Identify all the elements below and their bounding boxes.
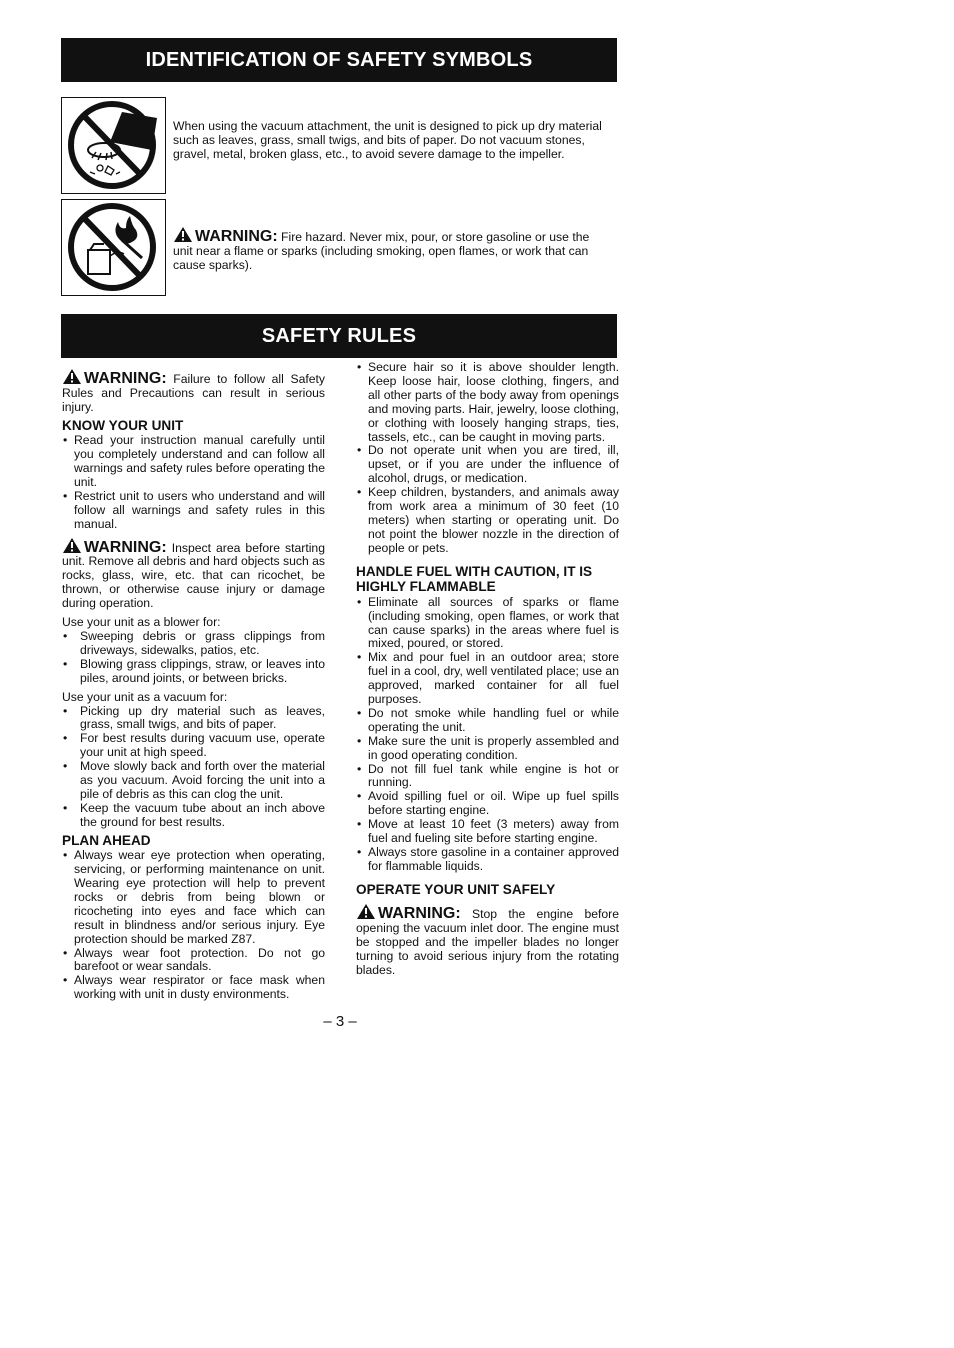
plan-ahead-list: [62, 849, 325, 1002]
section-banner-safety-symbols: [61, 38, 617, 82]
vacuum-use-list: [62, 705, 325, 830]
section-banner-safety-rules: [61, 314, 617, 358]
heading-plan-ahead: PLAN AHEAD: [62, 832, 151, 848]
section-title-safety-symbols: IDENTIFICATION OF SAFETY SYMBOLS: [145, 48, 533, 71]
no-hard-objects-vacuum-icon: [61, 97, 166, 194]
warning-label: WARNING:: [195, 228, 278, 245]
list-item: • Do not smoke while handling fuel or while operating the unit.: [356, 707, 619, 735]
list-item: • Do not operate unit when you are tired, ill, upset, or if you are under the influence of alcohol, drugs, or medication.: [356, 444, 619, 486]
right-column: [356, 361, 619, 978]
heading-handle-fuel: HANDLE FUEL WITH CAUTION, IT IS HIGHLY FLAMMABLE: [356, 563, 593, 595]
warning-text: Failure to follow all Safety Rules and Precautions can result in serious injury.: [62, 372, 325, 414]
vacuum-use-description: When using the vacuum attachment, the unit is designed to pick up dry material such as leaves, grass, small twigs, and bits of paper. Do not vacuum stones, gravel, metal, broken glass, etc., to avoid severe damage to the impeller.: [173, 119, 602, 161]
stop-engine-warning: [356, 903, 619, 978]
inspect-area-warning: [62, 537, 325, 612]
list-item: • Restrict unit to users who understand and will follow all warnings and safety rules in this manual.: [62, 490, 325, 532]
heading-operate-safely: OPERATE YOUR UNIT SAFELY: [356, 881, 556, 897]
fire-hazard-warning: [173, 226, 603, 272]
list-item: • Eliminate all sources of sparks or flame (including smoking, open flames, or work that can cause sparks) in the areas where fuel is mixed, poured, or stored.: [356, 596, 619, 652]
list-item: • For best results during vacuum use, operate your unit at high speed.: [62, 732, 325, 760]
warning-triangle-icon: [173, 226, 193, 243]
warning-label: WARNING:: [84, 370, 167, 387]
list-item: • Keep the vacuum tube about an inch above the ground for best results.: [62, 802, 325, 830]
heading-know-your-unit: KNOW YOUR UNIT: [62, 417, 184, 433]
warning-text: Stop the engine before opening the vacuum inlet door. The engine must be stopped and the impeller blades no longer turning to avoid serious injury from the rotating blades.: [356, 907, 619, 977]
no-flame-fire-hazard-icon: [61, 199, 166, 296]
blower-use-list: [62, 630, 325, 686]
list-item: • Sweeping debris or grass clippings from driveways, sidewalks, patios, etc.: [62, 630, 325, 658]
list-item: • Always wear foot protection. Do not go barefoot or wear sandals.: [62, 947, 325, 975]
list-item: • Avoid spilling fuel or oil. Wipe up fuel spills before starting engine.: [356, 790, 619, 818]
left-column: [62, 368, 325, 1002]
list-item: • Make sure the unit is properly assembled and in good operating condition.: [356, 735, 619, 763]
list-item: • Secure hair so it is above shoulder length. Keep loose hair, loose clothing, fingers, and all other parts of the body away from openings and moving parts. Hair, jewelry, loose clothing, or clothing with loosely hanging straps, ties, tassels, etc., can be caught in moving parts.: [356, 361, 619, 444]
know-unit-list: [62, 434, 325, 531]
list-item: • Always wear respirator or face mask when working with unit in dusty environments.: [62, 974, 325, 1002]
warning-text: Inspect area before starting unit. Remove all debris and hard objects such as rocks, glass, wire, etc. that can ricochet, be thrown, or otherwise cause injury or damage during operation.: [62, 540, 325, 611]
fuel-safety-list: [356, 596, 619, 874]
section-title-safety-rules: SAFETY RULES: [261, 324, 417, 347]
list-item: • Move at least 10 feet (3 meters) away from fuel and fueling site before starting engine.: [356, 818, 619, 846]
warning-triangle-icon: [356, 903, 376, 920]
list-item: • Move slowly back and forth over the material as you vacuum. Avoid forcing the unit into a pile of debris as this can clog the unit.: [62, 760, 325, 802]
blower-intro: Use your unit as a blower for:: [62, 615, 221, 630]
list-item: • Read your instruction manual carefully until you completely understand and can follow all warnings and safety rules before operating the unit.: [62, 434, 325, 490]
fire-hazard-text: Fire hazard. Never mix, pour, or store gasoline or use the unit near a flame or sparks (including smoking, open flames, or work that can cause sparks).: [173, 230, 590, 272]
warning-triangle-icon: [62, 368, 82, 385]
warning-label: WARNING:: [378, 905, 461, 923]
list-item: • Blowing grass clippings, straw, or leaves into piles, around joints, or between bricks.: [62, 658, 325, 686]
list-item: • Mix and pour fuel in an outdoor area; store fuel in a cool, dry, well ventilated place; use an approved, marked container for all fuel purposes.: [356, 651, 619, 707]
general-warning: [62, 368, 325, 415]
page-number: – 3 –: [323, 1013, 357, 1030]
vacuum-intro: Use your unit as a vacuum for:: [62, 689, 228, 704]
warning-triangle-icon: [62, 537, 82, 554]
personal-safety-list: [356, 361, 619, 556]
warning-label: WARNING:: [84, 538, 167, 556]
list-item: • Always store gasoline in a container approved for flammable liquids.: [356, 846, 619, 874]
list-item: • Keep children, bystanders, and animals away from work area a minimum of 30 feet (10 meters) when starting or operating unit. Do not point the blower nozzle in the direction of people or pets.: [356, 486, 619, 556]
list-item: • Do not fill fuel tank while engine is hot or running.: [356, 763, 619, 791]
list-item: • Always wear eye protection when operating, servicing, or performing maintenance on unit. Wearing eye protection will help to prevent rocks or debris from being blown or ricocheting into eyes and face which can result in blindness and/or serious injury. Eye protection should be marked Z87.: [62, 849, 325, 946]
list-item: • Picking up dry material such as leaves, grass, small twigs, and bits of paper.: [62, 705, 325, 733]
